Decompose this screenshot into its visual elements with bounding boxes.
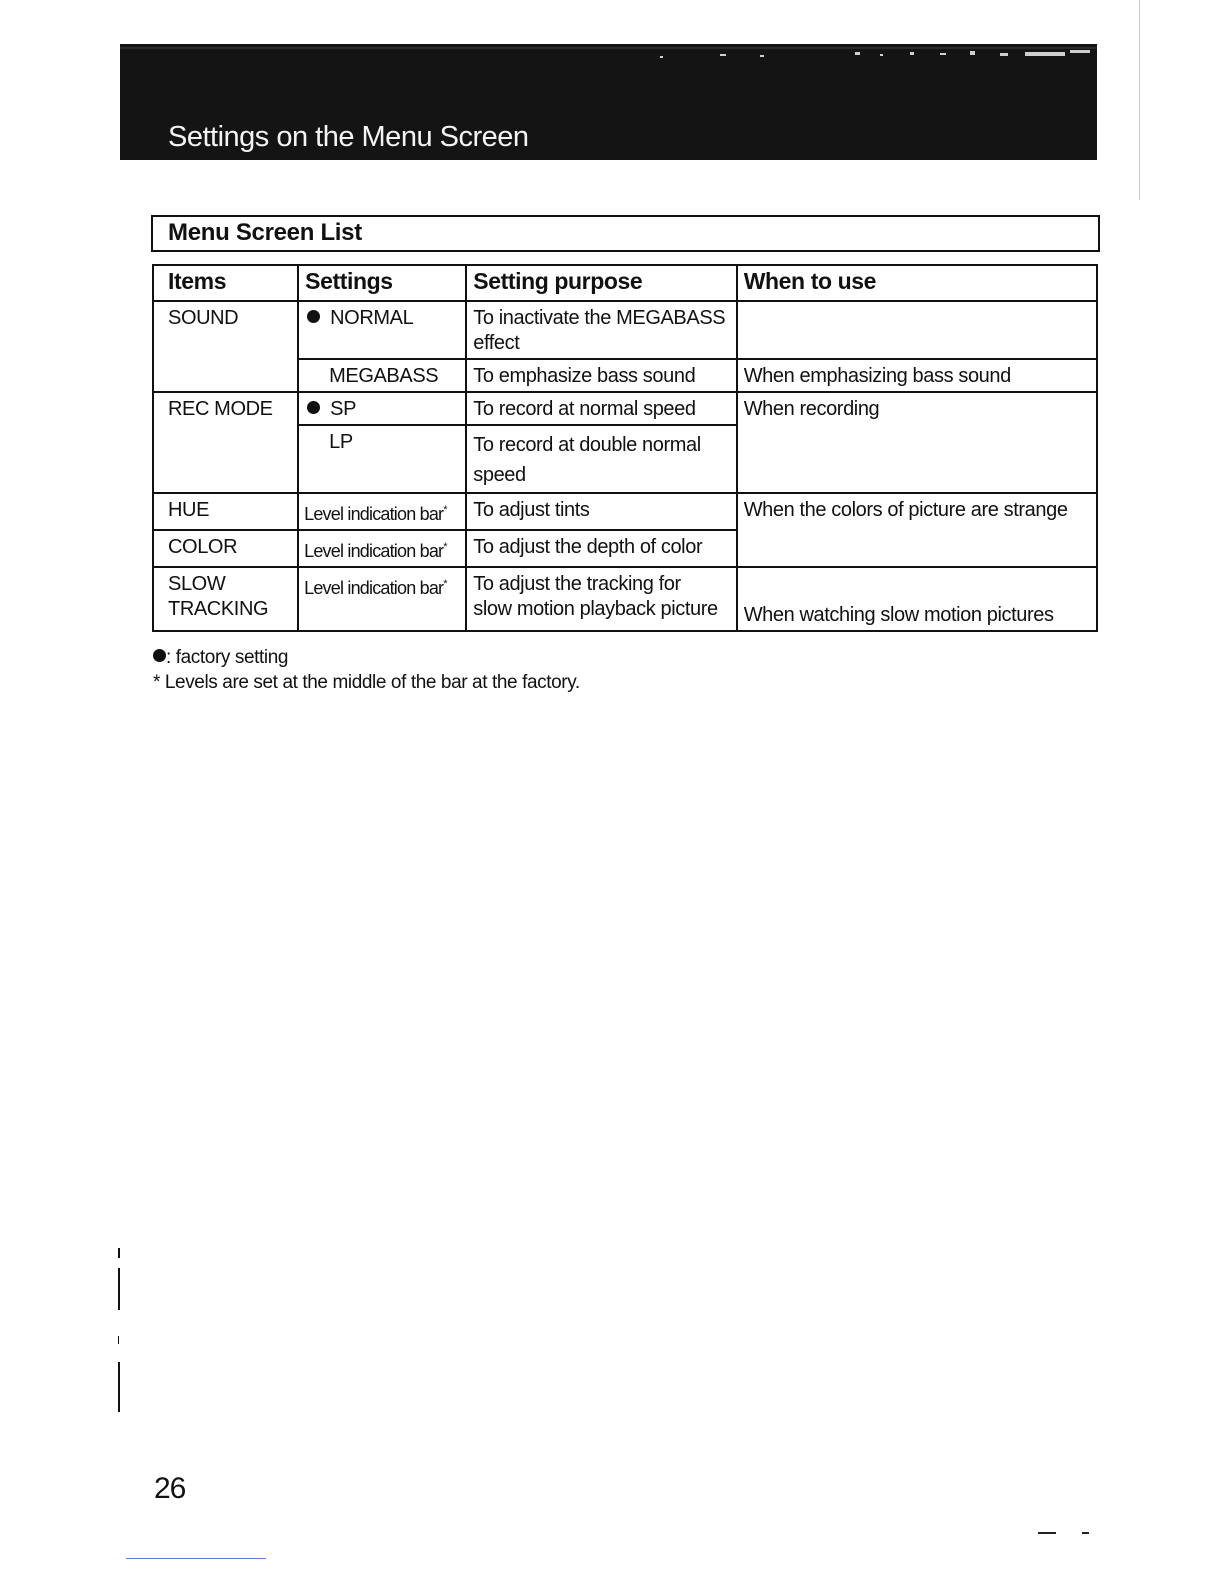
item-slow-tracking <box>153 567 298 631</box>
purpose-slow-tracking <box>466 567 736 631</box>
item-color: COLOR <box>153 530 298 567</box>
setting-normal <box>298 301 466 359</box>
when-slow-tracking: When watching slow motion pictures <box>737 567 1097 631</box>
table-header-row <box>153 265 1097 301</box>
table-row <box>153 493 1097 530</box>
asterisk-mark: * <box>443 504 447 516</box>
setting-megabass: MEGABASS <box>298 359 466 392</box>
table-row <box>153 567 1097 631</box>
footnote-factory-text: : factory setting <box>166 647 289 668</box>
section-title: Menu Screen List <box>168 219 362 246</box>
purpose-hue: To adjust tints <box>466 493 736 530</box>
margin-mark <box>118 1362 120 1412</box>
menu-screen-table <box>152 264 1098 632</box>
setting-sp <box>298 392 466 425</box>
asterisk-mark: * <box>443 541 447 553</box>
column-header-when: When to use <box>737 265 1097 301</box>
bottom-rule <box>126 1558 266 1559</box>
purpose-color: To adjust the depth of color <box>466 530 736 567</box>
header-band <box>120 44 1097 160</box>
corner-mark <box>1038 1532 1056 1534</box>
factory-setting-bullet-icon <box>307 310 320 323</box>
page-title: Settings on the Menu Screen <box>168 121 529 153</box>
purpose-normal: To inactivate the MEGABASS effect <box>466 301 736 359</box>
item-sound: SOUND <box>153 301 298 392</box>
when-megabass: When emphasizing bass sound <box>737 359 1097 392</box>
setting-slow-tracking-level <box>298 567 466 631</box>
setting-label: Level indication bar <box>304 578 444 598</box>
page-edge-rule <box>1139 0 1140 200</box>
corner-mark <box>1082 1532 1089 1534</box>
margin-mark <box>118 1268 120 1310</box>
factory-setting-bullet-icon <box>153 649 166 662</box>
section-heading-box <box>151 215 1100 252</box>
when-hue-color: When the colors of picture are strange <box>737 493 1097 567</box>
item-hue: HUE <box>153 493 298 530</box>
column-header-purpose: Setting purpose <box>466 265 736 301</box>
item-label-line2: TRACKING <box>168 598 269 620</box>
setting-color-level <box>298 530 466 567</box>
factory-setting-bullet-icon <box>307 401 320 414</box>
table-row <box>153 392 1097 425</box>
asterisk-mark: * <box>443 578 447 590</box>
purpose-sp: To record at normal speed <box>466 392 736 425</box>
page-number: 26 <box>154 1472 186 1505</box>
margin-mark <box>118 1248 120 1258</box>
when-normal <box>737 301 1097 359</box>
purpose-line2: slow motion playback picture <box>473 598 718 620</box>
purpose-megabass: To emphasize bass sound <box>466 359 736 392</box>
column-header-settings: Settings <box>298 265 466 301</box>
footnote-levels: * Levels are set at the middle of the bar at the factory. <box>153 672 580 693</box>
setting-label: SP <box>330 398 357 420</box>
item-label-line1: SLOW <box>168 573 226 595</box>
purpose-lp: To record at double normal speed <box>466 425 736 493</box>
scan-noise <box>120 44 1097 66</box>
footnotes <box>153 645 580 695</box>
item-rec-mode: REC MODE <box>153 392 298 493</box>
setting-label: Level indication bar <box>304 541 444 561</box>
when-recording: When recording <box>737 392 1097 493</box>
setting-label: Level indication bar <box>304 504 444 524</box>
footnote-factory <box>153 645 580 670</box>
table-row <box>153 301 1097 359</box>
purpose-line1: To adjust the tracking for <box>473 573 681 595</box>
margin-mark <box>118 1336 119 1344</box>
setting-lp: LP <box>298 425 466 493</box>
setting-label: NORMAL <box>330 307 414 329</box>
column-header-items: Items <box>153 265 298 301</box>
setting-hue-level <box>298 493 466 530</box>
